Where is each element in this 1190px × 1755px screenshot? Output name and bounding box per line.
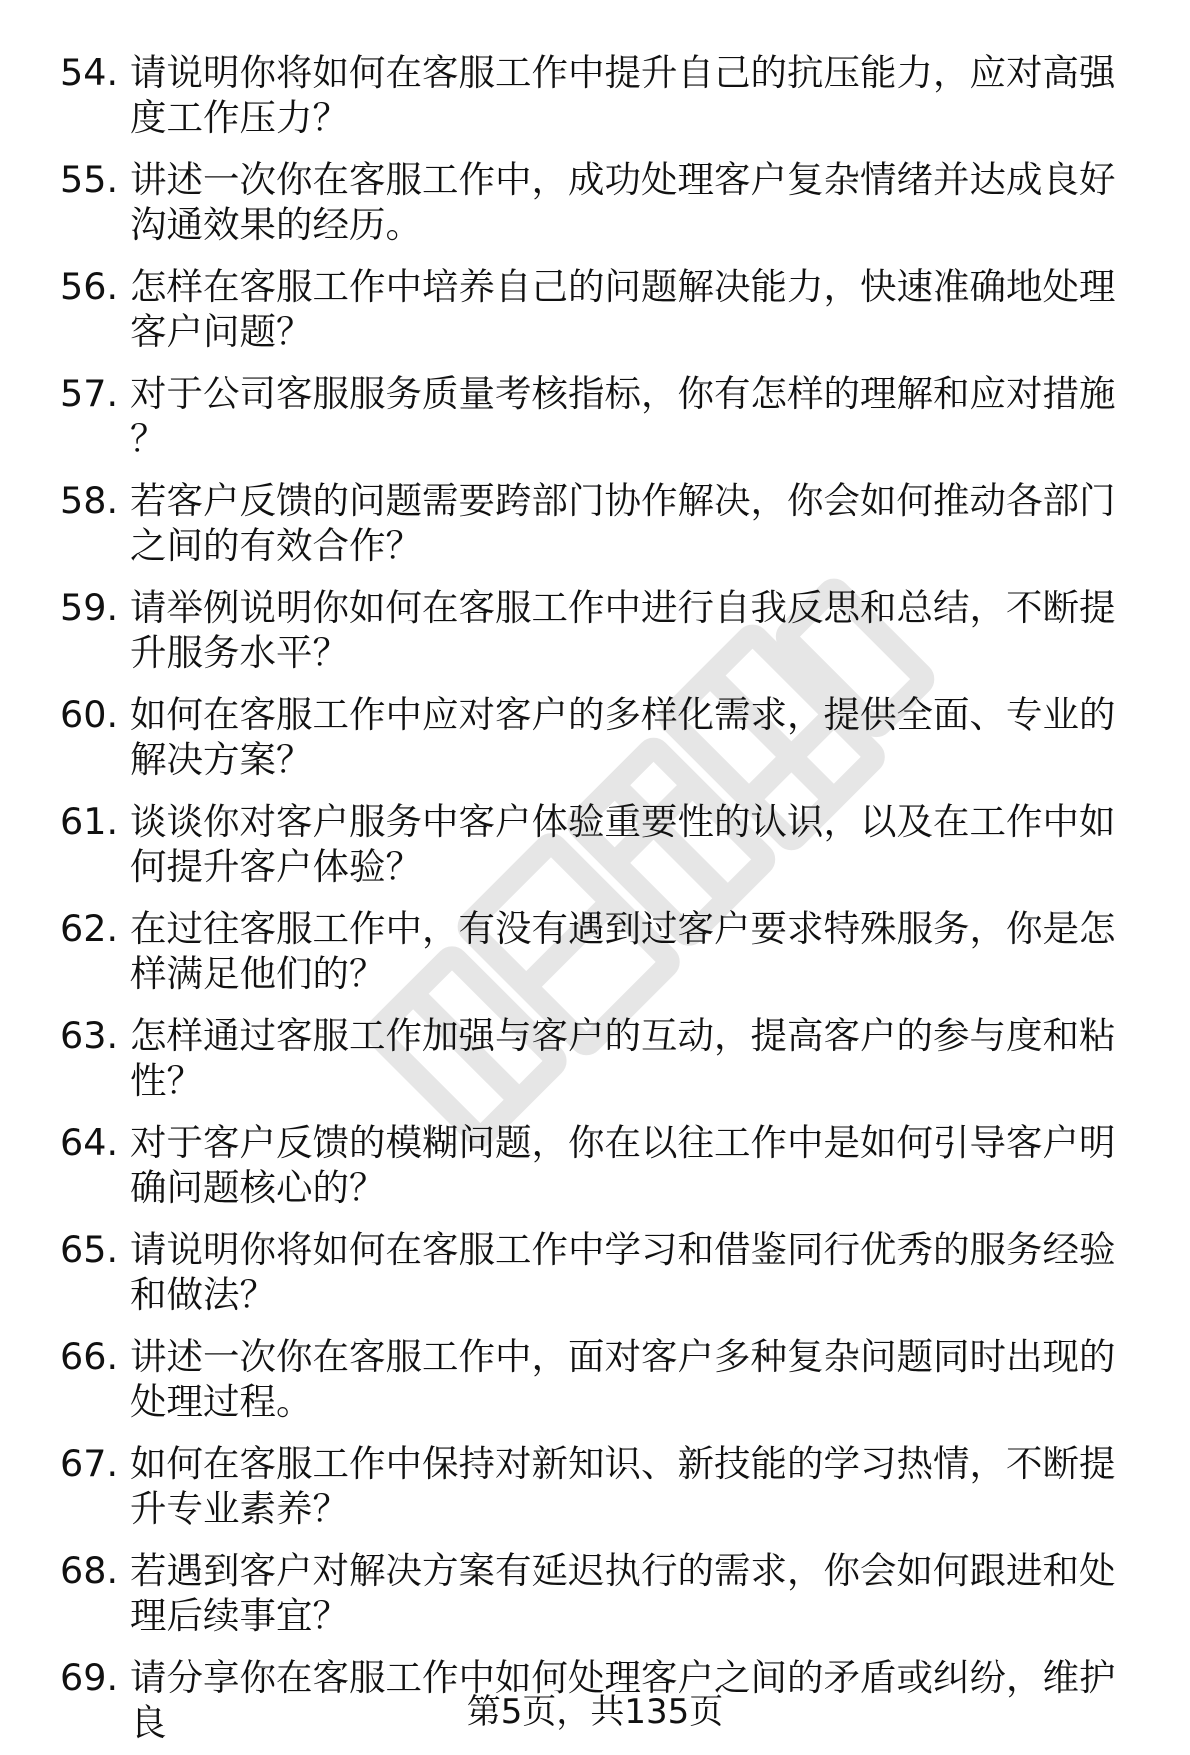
question-text: 讲述一次你在客服工作中，成功处理客户复杂情绪并达成良好沟通效果的经历。 <box>130 158 1116 246</box>
list-item <box>60 799 1140 889</box>
question-number: 59. <box>60 586 119 629</box>
question-number: 66. <box>60 1335 119 1378</box>
question-number: 69. <box>60 1656 119 1699</box>
question-text: 若客户反馈的问题需要跨部门协作解决，你会如何推动各部门之间的有效合作？ <box>130 479 1116 567</box>
question-text: 请分享你在客服工作中如何处理客户之间的矛盾或纠纷，维护良 <box>130 1656 1116 1744</box>
list-item <box>60 1227 1140 1317</box>
list-item <box>60 1013 1140 1103</box>
list-item <box>60 371 1140 461</box>
question-text: 讲述一次你在客服工作中，面对客户多种复杂问题同时出现的处理过程。 <box>130 1335 1116 1423</box>
question-number: 63. <box>60 1014 119 1057</box>
question-text: 请举例说明你如何在客服工作中进行自我反思和总结，不断提升服务水平？ <box>130 586 1116 674</box>
question-text: 若遇到客户对解决方案有延迟执行的需求，你会如何跟进和处理后续事宜？ <box>130 1549 1116 1637</box>
list-item <box>60 692 1140 782</box>
question-number: 61. <box>60 800 119 843</box>
page-number-footer: 第5页，共135页 <box>466 1692 724 1732</box>
list-item <box>60 585 1140 675</box>
question-text: 怎样在客服工作中培养自己的问题解决能力，快速准确地处理客户问题？ <box>130 265 1116 353</box>
question-text: 谈谈你对客户服务中客户体验重要性的认识，以及在工作中如何提升客户体验？ <box>130 800 1116 888</box>
question-text: 怎样通过客服工作加强与客户的互动，提高客户的参与度和粘性？ <box>130 1014 1116 1102</box>
question-number: 54. <box>60 51 119 94</box>
question-text: 在过往客服工作中，有没有遇到过客户要求特殊服务，你是怎样满足他们的？ <box>130 907 1116 995</box>
list-item <box>60 1334 1140 1424</box>
question-text: 如何在客服工作中保持对新知识、新技能的学习热情，不断提升专业素养？ <box>130 1442 1116 1530</box>
question-number: 58. <box>60 479 119 522</box>
question-number: 60. <box>60 693 119 736</box>
question-number: 56. <box>60 265 119 308</box>
question-text: 如何在客服工作中应对客户的多样化需求，提供全面、专业的解决方案？ <box>130 693 1116 781</box>
question-number: 62. <box>60 907 119 950</box>
question-number: 67. <box>60 1442 119 1485</box>
question-number: 64. <box>60 1121 119 1164</box>
question-number: 55. <box>60 158 119 201</box>
question-number: 65. <box>60 1228 119 1271</box>
list-item <box>60 1120 1140 1210</box>
question-number: 57. <box>60 372 119 415</box>
list-item <box>60 478 1140 568</box>
list-item <box>60 264 1140 354</box>
question-text: 对于客户反馈的模糊问题，你在以往工作中是如何引导客户明确问题核心的？ <box>130 1121 1116 1209</box>
question-text: 请说明你将如何在客服工作中提升自己的抗压能力，应对高强度工作压力？ <box>130 51 1116 139</box>
question-list <box>60 50 1140 1744</box>
question-text: 对于公司客服服务质量考核指标，你有怎样的理解和应对措施？ <box>130 372 1116 460</box>
list-item <box>60 1548 1140 1638</box>
list-item <box>60 906 1140 996</box>
list-item <box>60 1441 1140 1531</box>
question-text: 请说明你将如何在客服工作中学习和借鉴同行优秀的服务经验和做法？ <box>130 1228 1116 1316</box>
list-item <box>60 157 1140 247</box>
list-item <box>60 50 1140 140</box>
question-number: 68. <box>60 1549 119 1592</box>
